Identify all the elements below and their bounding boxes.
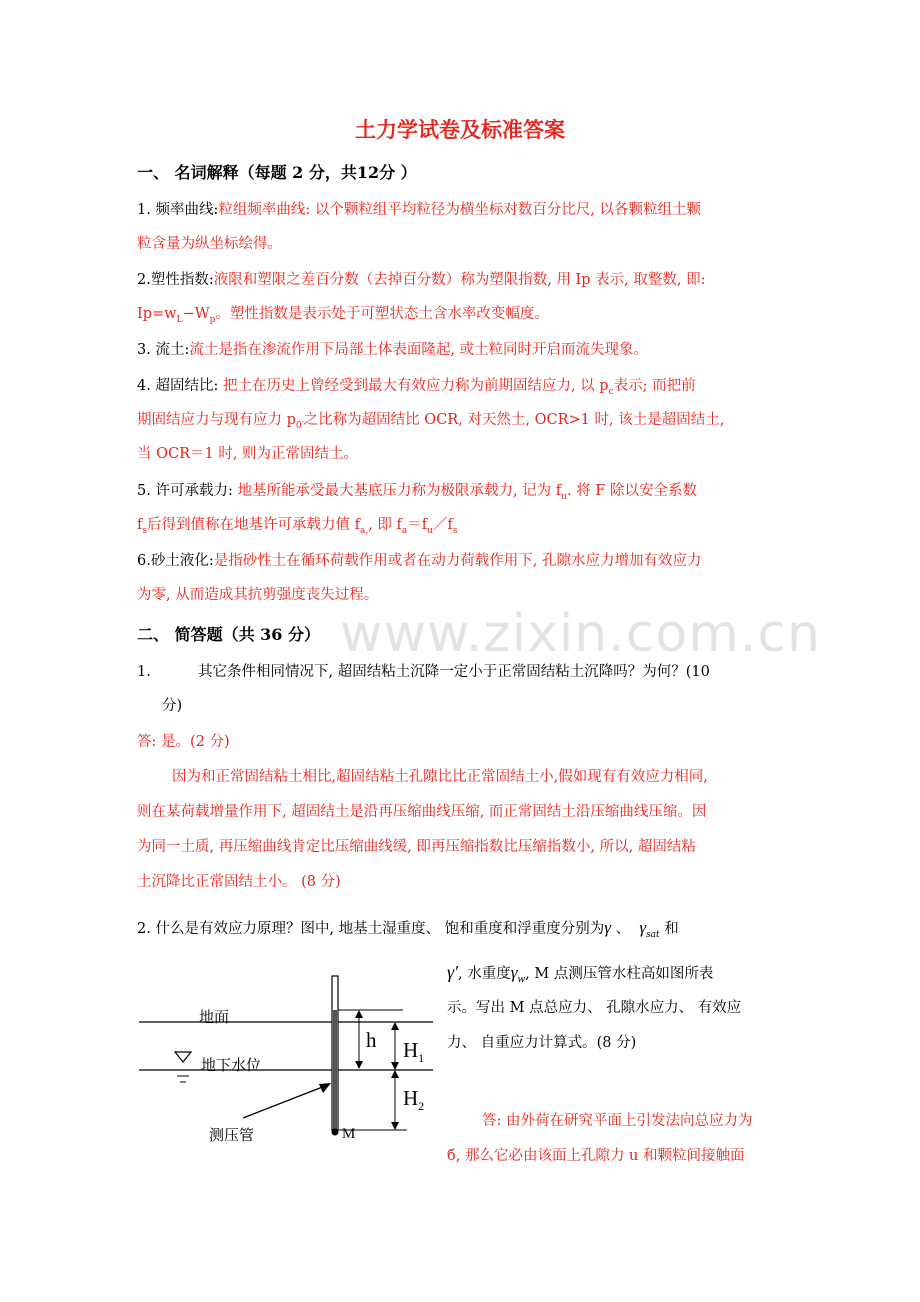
point-m-marker xyxy=(332,1129,339,1136)
q1-answer-4: 为同一土质, 再压缩曲线肯定比压缩曲线缓, 即再压缩指数比压缩指数小, 所以, 超固结粘 xyxy=(137,839,696,855)
term-6-line-1: 6.砂土液化:是指砂性土在循环荷载作用或者在动力荷载作用下, 孔隙水应力增加有效应力 xyxy=(137,553,702,569)
ground-label: 地面 xyxy=(199,1008,230,1026)
q2-right-line-1: γ′, 水重度$\gamma_w$, M 点测压管水柱高如图所表 xyxy=(447,962,714,985)
term-2-line-2: $Ip=w_L-W_p$。塑性指数是表示处于可塑状态土含水率改变幅度。 xyxy=(137,306,549,325)
watermark: www.zixin.com.cn xyxy=(340,604,821,664)
term-2-line-1: 2.塑性指数:液限和塑限之差百分数（去掉百分数）称为塑限指数, 用 Ip 表示, 取整数, 即: xyxy=(137,272,706,288)
term-5-line-1: 5. 许可承载力: 地基所能承受最大基底压力称为极限承载力, 记为 $f_u$. 将 F 除以安全系数 xyxy=(137,483,697,502)
point-m-label: M xyxy=(342,1126,356,1142)
q1-line-1: 其它条件相同情况下, 超固结粘土沉降一定小于正常固结粘土沉降吗？为何？(10 xyxy=(198,664,710,680)
term-1-line-1: 1. 频率曲线:粒组频率曲线: 以个颗粒组平均粒径为横坐标对数百分比尺, 以各颗粒组土颗 xyxy=(137,202,702,218)
term-5-line-2: $f_s$后得到值称在地基许可承载力值 $f_{a,}$, 即 $f_a=f_u/f_s$ xyxy=(137,517,458,536)
q1-answer-1: 答: 是。(2 分) xyxy=(137,734,230,750)
piezometer-figure xyxy=(135,968,435,1148)
q1-answer-3: 则在某荷载增量作用下, 超固结土是沿再压缩曲线压缩, 而正常固结土沿压缩曲线压缩。因 xyxy=(137,804,707,820)
h2-label: $H_2$ xyxy=(403,1086,425,1114)
water-table-label: 地下水位 xyxy=(201,1056,262,1074)
term-1-line-2: 粒含量为纵坐标绘得。 xyxy=(137,236,282,252)
q1-number: 1. xyxy=(137,664,151,680)
section-1-heading: 一、 名词解释（每题 2 分，共12分 ） xyxy=(137,163,417,182)
q2-right-line-3: 力、 自重应力计算式。(8 分) xyxy=(447,1035,637,1051)
term-4-line-1: 4. 超固结比: 把土在历史上曾经受到最大有效应力称为前期固结应力, 以 $p_c$表示; 而把前 xyxy=(137,378,696,397)
h1-label: $H_1$ xyxy=(403,1038,425,1066)
page-title: 土力学试卷及标准答案 xyxy=(355,117,565,142)
term-6-line-2: 为零, 从而造成其抗剪强度丧失过程。 xyxy=(137,587,379,603)
term-3-line-1: 3. 流土:流土是指在渗流作用下局部土体表面隆起, 或土粒同时开启而流失现象。 xyxy=(137,342,649,358)
water-level-symbol xyxy=(175,1052,191,1062)
q1-answer-5: 土沉降比正常固结土小。 (8 分) xyxy=(137,874,341,890)
water-column xyxy=(333,1010,337,1130)
section-2-heading: 二、 简答题（共 36 分） xyxy=(137,625,320,644)
q2-right-line-2: 示。写出 M 点总应力、 孔隙水应力、 有效应 xyxy=(447,1000,742,1016)
q2-line-1: 2. 什么是有效应力原理？图中, 地基土湿重度、 饱和重度和浮重度分别为γ 、 $\gamma_{sat}$ 和 xyxy=(137,918,679,940)
q2-answer-2: б, 那么它必由该面上孔隙力 u 和颗粒间接触面 xyxy=(447,1148,745,1164)
q1-line-2: 分) xyxy=(162,698,183,714)
piezometer-label: 测压管 xyxy=(209,1126,255,1144)
term-4-line-2: 期固结应力与现有应力 $p_{0'}$之比称为超固结比 OCR, 对天然土, OCR>1 时, 该土是超固结土, xyxy=(137,412,725,431)
q1-answer-2: 因为和正常固结粘土相比,超固结粘土孔隙比比正常固结土小,假如现有有效应力相同, xyxy=(172,769,708,785)
term-4-line-3: 当 OCR＝1 时, 则为正常固结土。 xyxy=(137,446,359,462)
q2-answer-1: 答: 由外荷在研究平面上引发法向总应力为 xyxy=(482,1113,753,1129)
h-label: h xyxy=(366,1028,377,1052)
